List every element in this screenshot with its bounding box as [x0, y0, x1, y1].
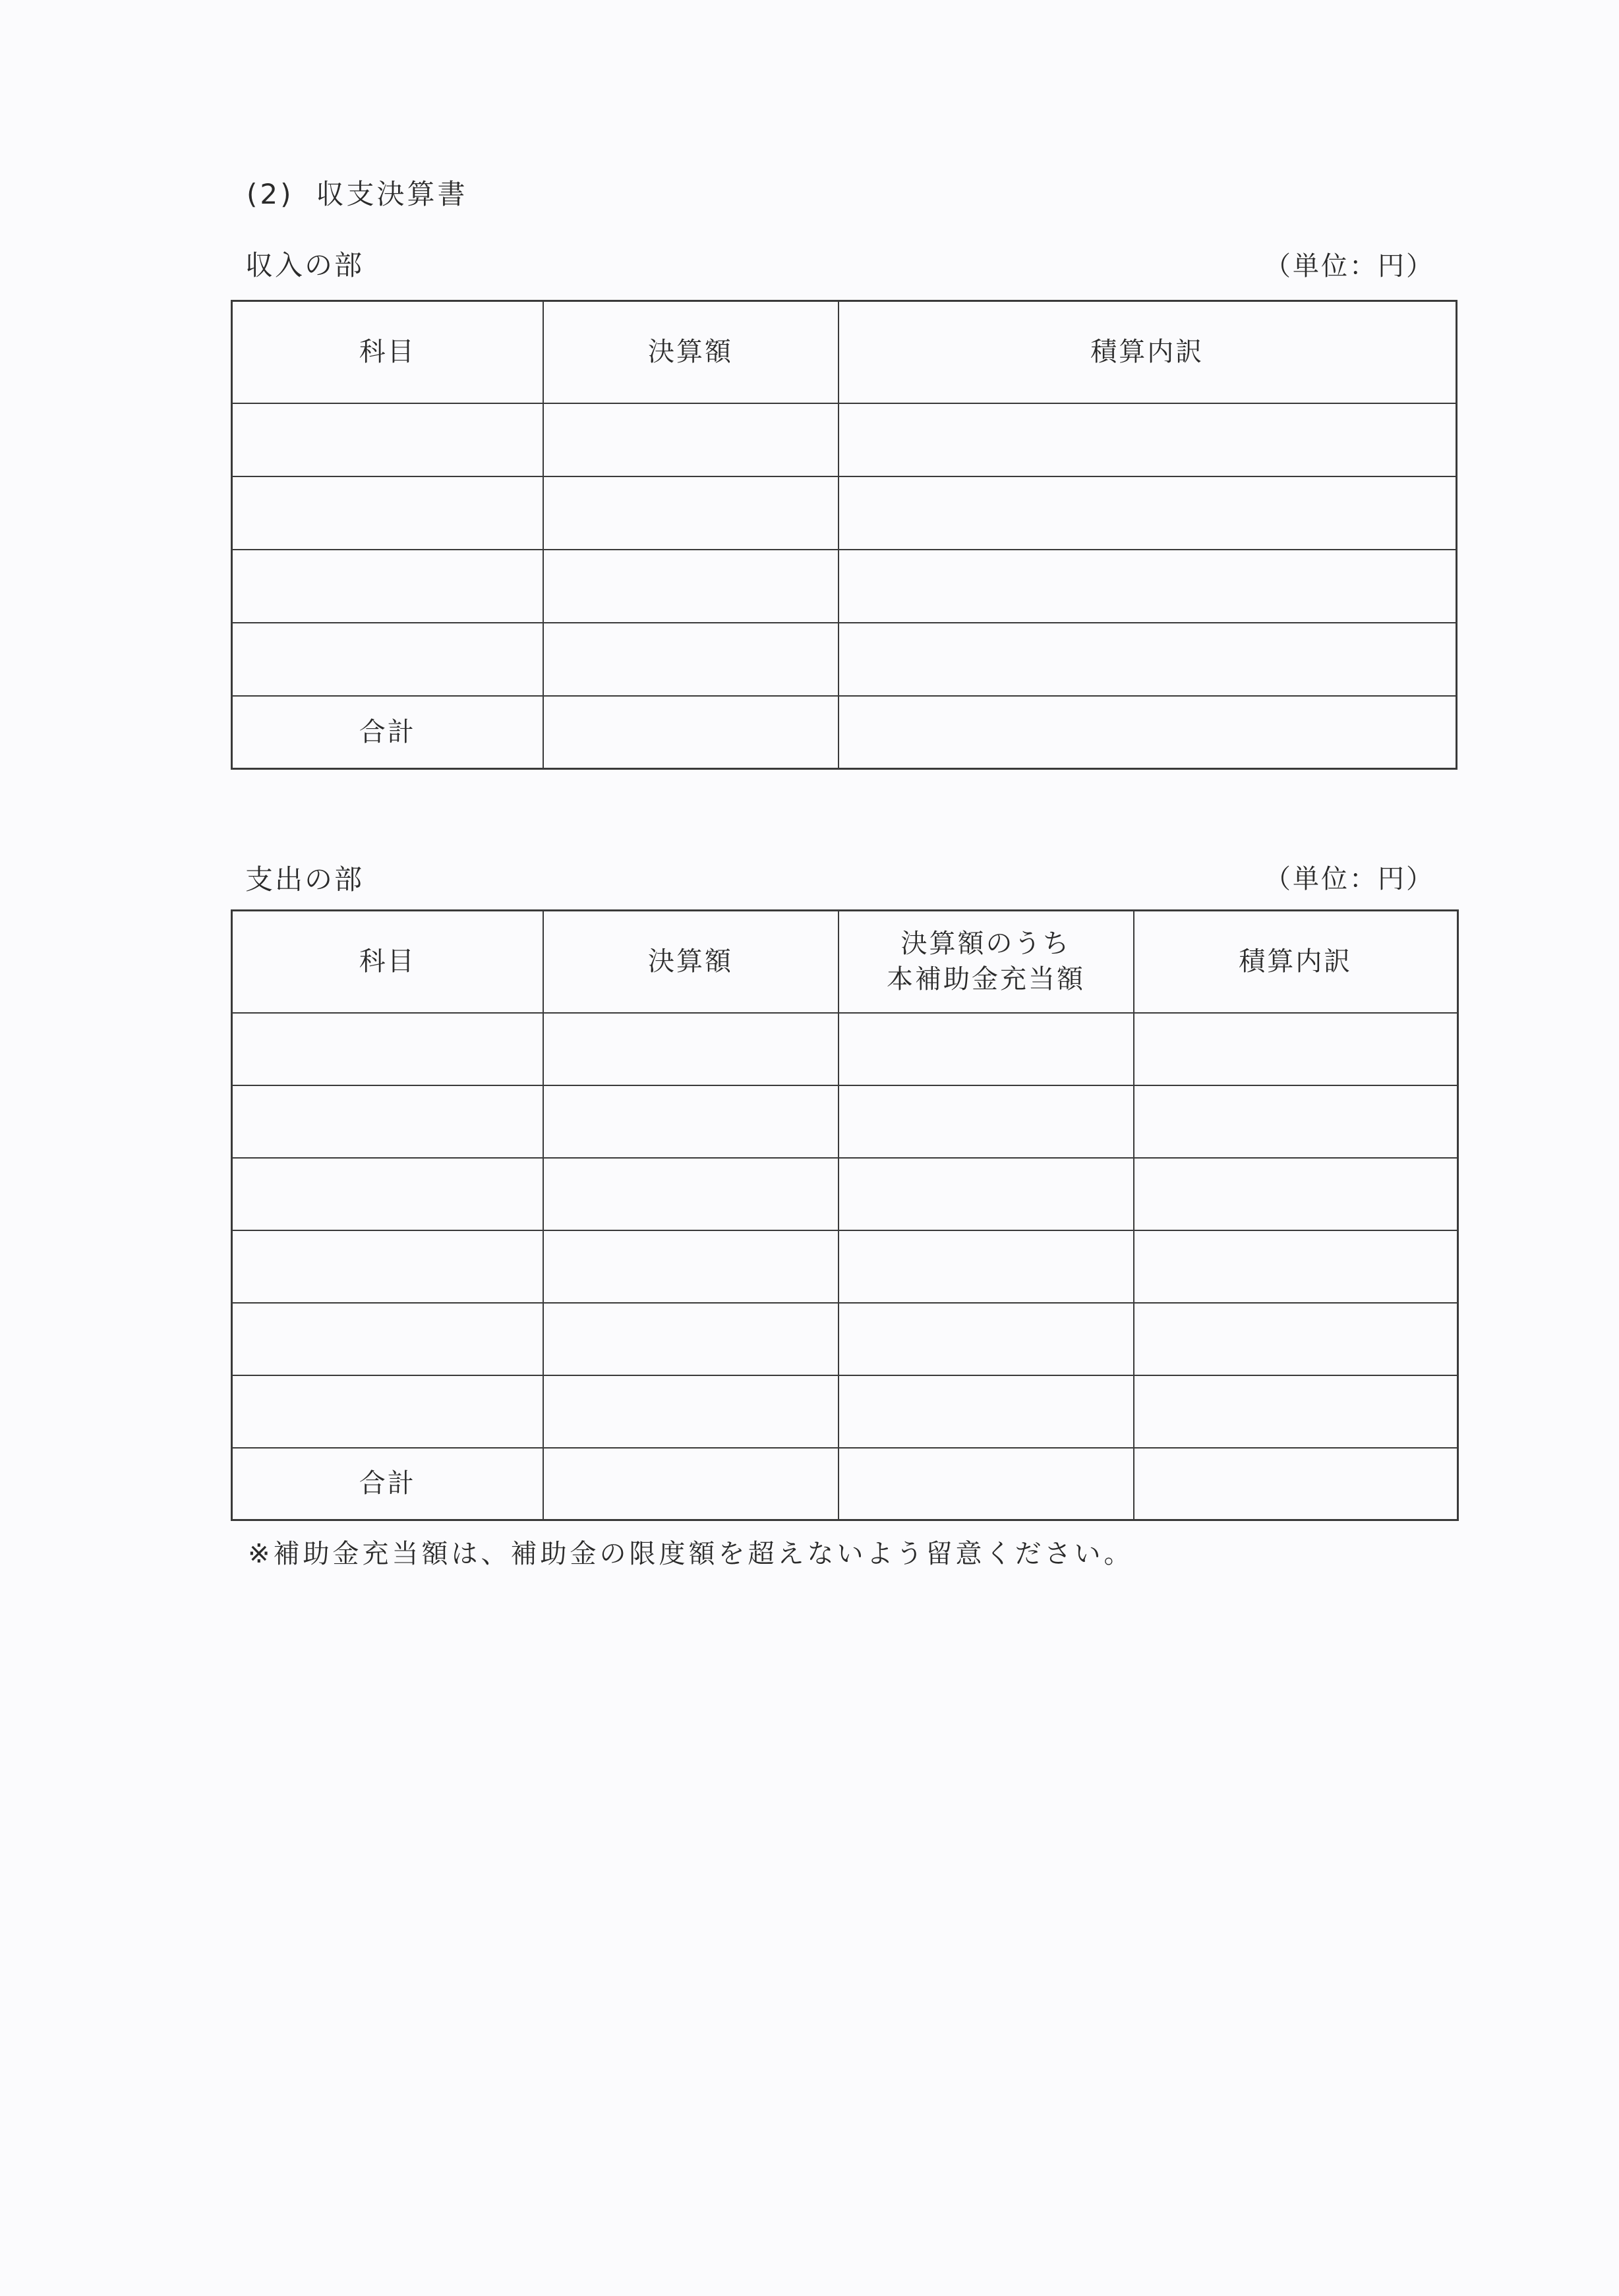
expense-cell [232, 1013, 543, 1085]
income-cell [543, 696, 839, 769]
expense-header-breakdown: 積算内訳 [1134, 911, 1458, 1013]
table-row [232, 1085, 1458, 1158]
income-cell [232, 476, 543, 550]
expense-cell [839, 1230, 1134, 1303]
table-row [232, 1303, 1458, 1375]
table-row [232, 476, 1457, 550]
income-cell [232, 550, 543, 623]
expense-cell [1134, 1013, 1458, 1085]
subsidy-portion-line1: 決算額のうち [900, 929, 1071, 960]
expense-cell [1134, 1375, 1458, 1448]
income-cell [543, 476, 839, 550]
expense-cell [839, 1448, 1134, 1520]
expense-total-row [232, 1448, 1458, 1520]
expense-cell [1134, 1085, 1458, 1158]
expense-header-subsidy-portion [839, 911, 1134, 1013]
section-number: (2) [247, 178, 294, 210]
expense-table [231, 909, 1459, 1521]
expense-total-label: 合計 [232, 1448, 543, 1520]
table-row [232, 1158, 1458, 1230]
section-title: 収支決算書 [316, 178, 468, 210]
expense-cell [232, 1303, 543, 1375]
expense-unit: （単位：円） [1264, 864, 1434, 894]
income-cell [232, 403, 543, 476]
income-table [231, 300, 1457, 770]
table-row [232, 623, 1457, 696]
income-cell [839, 550, 1457, 623]
expense-cell [839, 1375, 1134, 1448]
income-caption: 収入の部 [245, 249, 365, 281]
income-cell [543, 550, 839, 623]
income-header-row [232, 301, 1457, 403]
income-cell [839, 476, 1457, 550]
expense-cell [232, 1085, 543, 1158]
income-cell [839, 403, 1457, 476]
expense-cell [1134, 1158, 1458, 1230]
expense-cell [232, 1375, 543, 1448]
expense-cell [543, 1303, 839, 1375]
subsidy-note: ※補助金充当額は、補助金の限度額を超えないよう留意ください。 [248, 1539, 1134, 1569]
expense-cell [1134, 1448, 1458, 1520]
expense-cell [1134, 1303, 1458, 1375]
income-cell [543, 403, 839, 476]
income-total-label: 合計 [232, 696, 543, 769]
expense-cell [543, 1013, 839, 1085]
table-row [232, 1230, 1458, 1303]
table-row [232, 550, 1457, 623]
expense-cell [232, 1158, 543, 1230]
expense-cell [839, 1085, 1134, 1158]
income-cell [839, 696, 1457, 769]
expense-cell [543, 1158, 839, 1230]
expense-cell [543, 1230, 839, 1303]
expense-cell [232, 1230, 543, 1303]
subsidy-portion-line2: 本補助金充当額 [887, 964, 1085, 995]
expense-cell [543, 1448, 839, 1520]
expense-header-subject: 科目 [232, 911, 543, 1013]
table-row [232, 1375, 1458, 1448]
income-header-breakdown: 積算内訳 [839, 301, 1457, 403]
expense-cell [543, 1085, 839, 1158]
income-header-subject: 科目 [232, 301, 543, 403]
income-cell [839, 623, 1457, 696]
expense-header-row [232, 911, 1458, 1013]
income-cell [543, 623, 839, 696]
income-unit: （単位：円） [1264, 251, 1434, 281]
table-row [232, 403, 1457, 476]
expense-cell [1134, 1230, 1458, 1303]
income-cell [232, 623, 543, 696]
income-total-row [232, 696, 1457, 769]
expense-cell [839, 1158, 1134, 1230]
section-heading [247, 173, 468, 212]
expense-caption: 支出の部 [245, 863, 365, 896]
expense-cell [839, 1303, 1134, 1375]
expense-cell [839, 1013, 1134, 1085]
expense-cell [543, 1375, 839, 1448]
income-header-amount: 決算額 [543, 301, 839, 403]
expense-header-amount: 決算額 [543, 911, 839, 1013]
table-row [232, 1013, 1458, 1085]
